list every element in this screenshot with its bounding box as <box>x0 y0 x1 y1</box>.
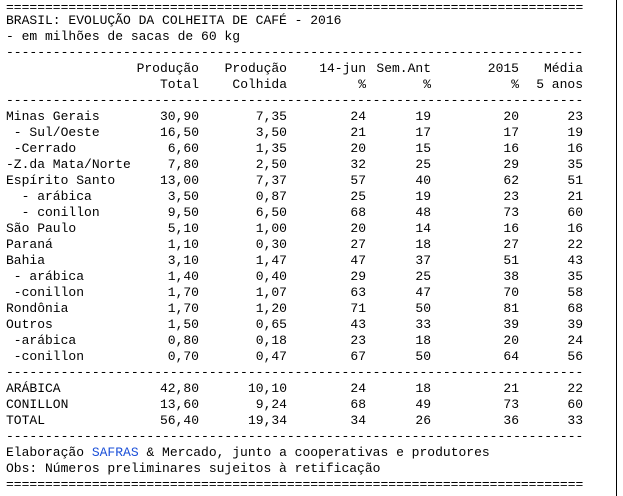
double-rule-top: ========================================================================== <box>6 0 584 15</box>
safras-brand: SAFRAS <box>91 445 139 460</box>
column-header: Média <box>543 61 583 76</box>
row-label: Rondônia <box>6 301 69 316</box>
table-cell: 0,18 <box>255 333 287 348</box>
table-cell: 60 <box>567 205 583 220</box>
column-header: Produção <box>136 61 199 76</box>
table-cell: 51 <box>567 173 583 188</box>
total-cell: 36 <box>503 413 519 428</box>
table-cell: 47 <box>415 285 431 300</box>
report-subtitle: - em milhões de sacas de 60 kg <box>6 29 241 44</box>
table-cell: 22 <box>567 237 583 252</box>
table-cell: 57 <box>350 173 366 188</box>
total-cell: 9,24 <box>255 397 287 412</box>
table-cell: 1,50 <box>167 317 199 332</box>
table-cell: 0,70 <box>167 349 199 364</box>
table-cell: 39 <box>567 317 583 332</box>
table-cell: 20 <box>350 221 366 236</box>
total-cell: 10,10 <box>247 381 287 396</box>
table-cell: 23 <box>567 109 583 124</box>
table-cell: 3,50 <box>255 125 287 140</box>
table-cell: 19 <box>415 109 431 124</box>
rule-above-totals: -------------------------------------------------------------------------- <box>6 365 584 380</box>
total-cell: 49 <box>415 397 431 412</box>
row-label: - Sul/Oeste <box>6 125 100 140</box>
total-cell: 73 <box>503 397 519 412</box>
column-header-sub: Total <box>159 77 199 92</box>
table-cell: 27 <box>503 237 519 252</box>
table-cell: 7,37 <box>255 173 287 188</box>
total-label: CONILLON <box>6 397 69 412</box>
table-cell: 1,10 <box>167 237 199 252</box>
table-cell: 3,10 <box>167 253 199 268</box>
table-cell: 1,07 <box>255 285 287 300</box>
table-cell: 16 <box>503 221 519 236</box>
table-cell: 6,50 <box>255 205 287 220</box>
total-cell: 24 <box>350 381 366 396</box>
table-cell: 56 <box>567 349 583 364</box>
table-cell: 38 <box>503 269 519 284</box>
table-cell: 16 <box>567 221 583 236</box>
row-label: Minas Gerais <box>6 109 100 124</box>
total-cell: 13,60 <box>159 397 199 412</box>
column-header: Produção <box>224 61 287 76</box>
table-cell: 48 <box>415 205 431 220</box>
column-header-sub: 5 anos <box>536 77 583 92</box>
table-cell: 18 <box>415 333 431 348</box>
table-cell: 0,47 <box>255 349 287 364</box>
table-cell: 25 <box>350 189 366 204</box>
table-cell: 50 <box>415 301 431 316</box>
total-cell: 34 <box>350 413 366 428</box>
report-title: BRASIL: EVOLUÇÃO DA COLHEITA DE CAFÉ - 2016 <box>6 13 342 28</box>
table-cell: 25 <box>415 157 431 172</box>
table-cell: 1,47 <box>255 253 287 268</box>
table-cell: 43 <box>567 253 583 268</box>
table-cell: 20 <box>503 333 519 348</box>
double-rule-bottom: ========================================================================== <box>6 477 584 492</box>
total-label: ARÁBICA <box>6 381 61 396</box>
table-cell: 62 <box>503 173 519 188</box>
table-cell: 50 <box>415 349 431 364</box>
column-header: Sem.Ant <box>376 61 431 76</box>
credit-prefix: Elaboração <box>6 445 92 460</box>
row-label: Outros <box>6 317 53 332</box>
table-cell: 73 <box>503 205 519 220</box>
table-cell: 16 <box>567 141 583 156</box>
row-label: Bahia <box>6 253 46 268</box>
row-label: -Cerrado <box>6 141 77 156</box>
total-cell: 42,80 <box>159 381 199 396</box>
column-header-sub: % <box>423 77 431 92</box>
table-cell: 21 <box>350 125 366 140</box>
row-label: - arábica <box>6 189 92 204</box>
table-cell: 14 <box>415 221 431 236</box>
table-cell: 47 <box>350 253 366 268</box>
table-cell: 71 <box>350 301 366 316</box>
table-cell: 7,35 <box>255 109 287 124</box>
row-label: -Z.da Mata/Norte <box>6 157 131 172</box>
table-cell: 0,80 <box>167 333 199 348</box>
row-label: Espírito Santo <box>6 173 116 188</box>
table-cell: 29 <box>350 269 366 284</box>
total-cell: 56,40 <box>159 413 199 428</box>
total-cell: 26 <box>415 413 431 428</box>
table-cell: 16 <box>503 141 519 156</box>
table-cell: 70 <box>503 285 519 300</box>
table-cell: 0,87 <box>255 189 287 204</box>
table-cell: 0,30 <box>255 237 287 252</box>
credit-line <box>6 445 490 461</box>
table-cell: 20 <box>350 141 366 156</box>
table-cell: 51 <box>503 253 519 268</box>
table-cell: 58 <box>567 285 583 300</box>
column-header: 2015 <box>487 61 519 76</box>
table-cell: 1,70 <box>167 285 199 300</box>
row-label: São Paulo <box>6 221 77 236</box>
table-cell: 68 <box>567 301 583 316</box>
table-cell: 15 <box>415 141 431 156</box>
table-cell: 40 <box>415 173 431 188</box>
right-border <box>616 0 617 496</box>
table-cell: 19 <box>415 189 431 204</box>
table-cell: 64 <box>503 349 519 364</box>
table-cell: 43 <box>350 317 366 332</box>
table-cell: 23 <box>503 189 519 204</box>
table-cell: 63 <box>350 285 366 300</box>
table-cell: 39 <box>503 317 519 332</box>
table-cell: 29 <box>503 157 519 172</box>
table-cell: 19 <box>567 125 583 140</box>
column-header: 14-jun <box>319 61 366 76</box>
table-cell: 24 <box>567 333 583 348</box>
table-cell: 13,00 <box>159 173 199 188</box>
total-cell: 68 <box>350 397 366 412</box>
table-cell: 27 <box>350 237 366 252</box>
credit-suffix: & Mercado, junto a cooperativas e produtores <box>138 445 490 460</box>
table-cell: 1,35 <box>255 141 287 156</box>
table-cell: 32 <box>350 157 366 172</box>
row-label: - conillon <box>6 205 100 220</box>
total-cell: 33 <box>567 413 583 428</box>
table-cell: 81 <box>503 301 519 316</box>
table-cell: 17 <box>415 125 431 140</box>
row-label: Paraná <box>6 237 53 252</box>
table-cell: 23 <box>350 333 366 348</box>
table-cell: 30,90 <box>159 109 199 124</box>
table-cell: 35 <box>567 269 583 284</box>
table-cell: 1,40 <box>167 269 199 284</box>
table-cell: 33 <box>415 317 431 332</box>
table-cell: 3,50 <box>167 189 199 204</box>
table-cell: 1,00 <box>255 221 287 236</box>
table-cell: 16,50 <box>159 125 199 140</box>
row-label: -arábica <box>6 333 77 348</box>
column-header-sub: Colhida <box>232 77 287 92</box>
row-label: -conillon <box>6 285 85 300</box>
table-cell: 1,20 <box>255 301 287 316</box>
total-cell: 18 <box>415 381 431 396</box>
table-cell: 0,40 <box>255 269 287 284</box>
table-cell: 20 <box>503 109 519 124</box>
table-cell: 17 <box>503 125 519 140</box>
total-label: TOTAL <box>6 413 46 428</box>
column-header-sub: % <box>358 77 366 92</box>
table-cell: 7,80 <box>167 157 199 172</box>
rule-under-title: -------------------------------------------------------------------------- <box>6 45 584 60</box>
table-cell: 9,50 <box>167 205 199 220</box>
total-cell: 19,34 <box>247 413 287 428</box>
table-cell: 35 <box>567 157 583 172</box>
table-cell: 1,70 <box>167 301 199 316</box>
table-cell: 6,60 <box>167 141 199 156</box>
column-header-sub: % <box>511 77 519 92</box>
table-cell: 21 <box>567 189 583 204</box>
table-cell: 24 <box>350 109 366 124</box>
table-cell: 25 <box>415 269 431 284</box>
rule-under-headers: -------------------------------------------------------------------------- <box>6 93 584 108</box>
total-cell: 21 <box>503 381 519 396</box>
row-label: - arábica <box>6 269 85 284</box>
table-cell: 68 <box>350 205 366 220</box>
table-cell: 5,10 <box>167 221 199 236</box>
total-cell: 60 <box>567 397 583 412</box>
table-cell: 18 <box>415 237 431 252</box>
table-cell: 2,50 <box>255 157 287 172</box>
footer-note: Obs: Números preliminares sujeitos à retificação <box>6 461 381 476</box>
row-label: -conillon <box>6 349 85 364</box>
rule-above-footer: -------------------------------------------------------------------------- <box>6 429 584 444</box>
total-cell: 22 <box>567 381 583 396</box>
table-cell: 67 <box>350 349 366 364</box>
table-cell: 0,65 <box>255 317 287 332</box>
table-cell: 37 <box>415 253 431 268</box>
